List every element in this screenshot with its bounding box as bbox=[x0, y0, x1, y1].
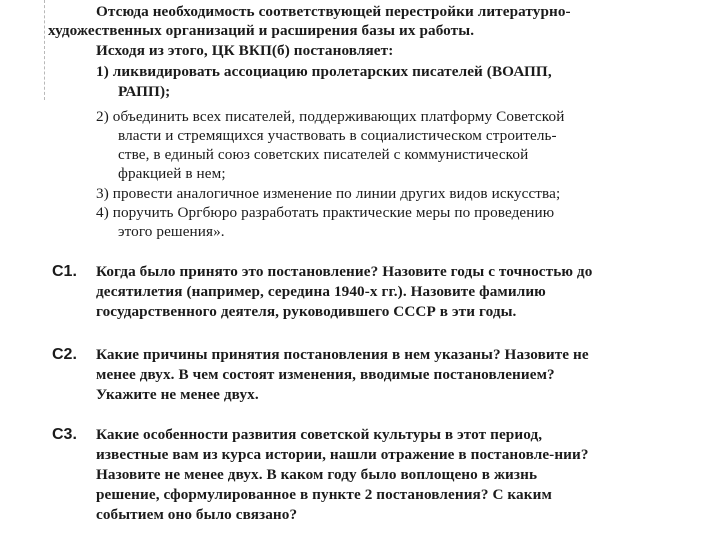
excerpt-line: РАПП); bbox=[118, 83, 171, 100]
question-line: Какие причины принятия постановления в нем указаны? Назовите не bbox=[96, 346, 589, 363]
excerpt-line: Отсюда необходимость соответствующей перестройки литературно- bbox=[96, 3, 571, 20]
excerpt-line: 4) поручить Оргбюро разработать практические меры по проведению bbox=[96, 204, 555, 221]
excerpt-line: 3) провести аналогичное изменение по линии других видов искусства; bbox=[96, 185, 561, 202]
question-line: государственного деятеля, руководившего СССР в эти годы. bbox=[96, 303, 517, 320]
question-label: С1. bbox=[52, 263, 77, 280]
scan-margin-line bbox=[44, 0, 45, 100]
question-line: Укажите не менее двух. bbox=[96, 386, 259, 403]
excerpt-line: 2) объединить всех писателей, поддерживающих платформу Советской bbox=[96, 108, 565, 125]
excerpt-line: власти и стремящихся участвовать в социалистическом строитель- bbox=[118, 127, 557, 144]
question-line: Какие особенности развития советской культуры в этот период, bbox=[96, 426, 543, 443]
question-line: событием оно было связано? bbox=[96, 506, 298, 523]
excerpt-line: стве, в единый союз советских писателей с коммунистической bbox=[118, 146, 529, 163]
question-line: Назовите не менее двух. В каком году было воплощено в жизнь bbox=[96, 466, 538, 483]
question-label: С2. bbox=[52, 346, 77, 363]
question-label: С3. bbox=[52, 426, 77, 443]
excerpt-line: Исходя из этого, ЦК ВКП(б) постановляет: bbox=[96, 42, 394, 59]
question-line: Когда было принято это постановление? Назовите годы с точностью до bbox=[96, 263, 593, 280]
excerpt-line: художественных организаций и расширения базы их работы. bbox=[48, 22, 475, 39]
question-line: десятилетия (например, середина 1940-х гг.). Назовите фамилию bbox=[96, 283, 546, 300]
question-line: менее двух. В чем состоят изменения, вводимые постановлением? bbox=[96, 366, 555, 383]
excerpt-line: фракцией в нем; bbox=[118, 165, 226, 182]
question-line: решение, сформулированное в пункте 2 постановления? С каким bbox=[96, 486, 552, 503]
excerpt-line: этого решения». bbox=[118, 223, 225, 240]
excerpt-line: 1) ликвидировать ассоциацию пролетарских писателей (ВОАПП, bbox=[96, 63, 552, 80]
question-line: известные вам из курса истории, нашли отражение в постановле-нии? bbox=[96, 446, 589, 463]
